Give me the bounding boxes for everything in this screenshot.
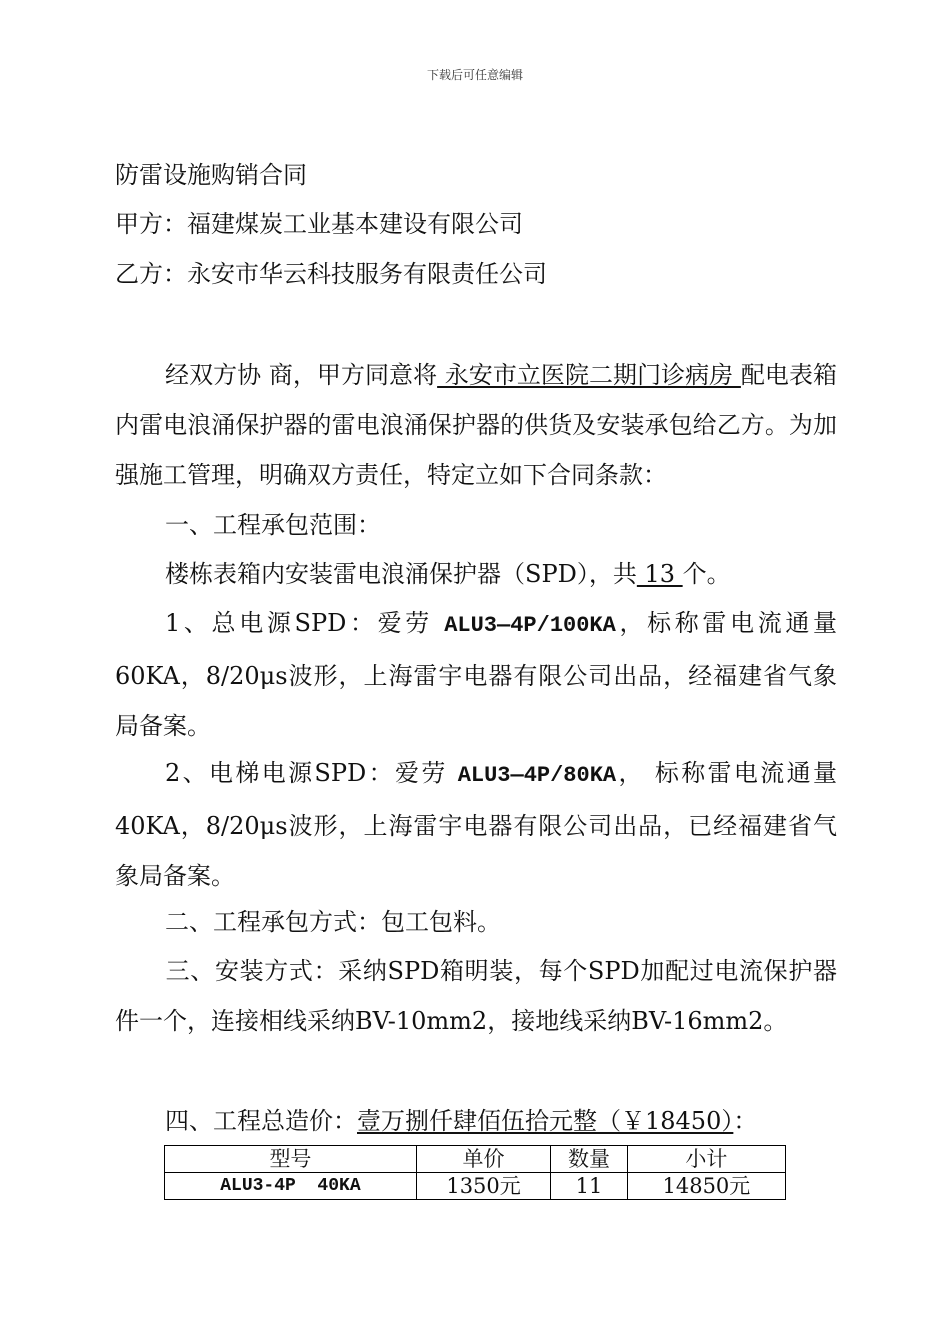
party-b: 乙方：永安市华云科技服务有限责任公司 — [115, 260, 547, 288]
spd-count: 13 — [636, 560, 683, 588]
header-model: 型号 — [165, 1146, 417, 1173]
intro-paragraph — [115, 350, 837, 500]
party-a: 甲方：福建煤炭工业基本建设有限公司 — [115, 210, 523, 238]
cell-quantity: 11 — [551, 1173, 628, 1200]
section4-paragraph: 四、工程总造价：壹万捌仟肆佰伍拾元整（￥18450）： — [165, 1107, 758, 1135]
intro-pre: 经双方协 商，甲方同意将 — [165, 361, 438, 389]
item1-model: ALU3—4P/100KA — [444, 613, 616, 638]
item2-model: ALU3—4P/80KA — [457, 763, 617, 788]
cell-model: ALU3-4P 40KA — [165, 1173, 417, 1200]
total-price: 壹万捌仟肆佰伍拾元整（￥18450） — [357, 1107, 734, 1135]
section3-paragraph: 三、安装方式：采纳SPD箱明装，每个SPD加配过电流保护器件一个，连接相线采纳BV-10mm2，接地线采纳BV-16mm2。 — [115, 957, 837, 1035]
table-header-row — [165, 1146, 786, 1173]
item2-paragraph: 2、电梯电源SPD：爱劳 ALU3—4P/80KA， 标称雷电流通量40KA，8/20μs波形，上海雷宇电器有限公司出品，已经福建省气象局备案。 — [115, 759, 837, 890]
contract-title: 防雷设施购销合同 — [115, 161, 307, 189]
header-subtotal: 小计 — [627, 1146, 785, 1173]
table-row — [165, 1173, 786, 1200]
cell-unit-price: 1350元 — [416, 1173, 550, 1200]
cell-subtotal: 14850元 — [627, 1173, 785, 1200]
intro-post: 配电表箱内雷电浪涌保护器的雷电浪涌保护器的供货及安装承包给乙方。为加强施工管理，明确双方责任，特定立如下合同条款： — [115, 361, 837, 489]
section2-paragraph: 二、工程承包方式：包工包料。 — [165, 908, 501, 936]
scope-paragraph: 楼栋表箱内安装雷电浪涌保护器（SPD），共 13 个。 — [165, 560, 731, 588]
header-note: 下载后可任意编辑 — [426, 68, 523, 82]
header-unit-price: 单价 — [416, 1146, 550, 1173]
section1-title: 一、工程承包范围： — [165, 511, 381, 539]
item1-paragraph: 1、总电源SPD：爱劳 ALU3—4P/100KA，标称雷电流通量60KA，8/20μs波形，上海雷宇电器有限公司出品，经福建省气象局备案。 — [115, 609, 838, 740]
header-quantity: 数量 — [551, 1146, 628, 1173]
price-table — [164, 1145, 786, 1200]
project-name: 永安市立医院二期门诊病房 — [437, 361, 741, 389]
